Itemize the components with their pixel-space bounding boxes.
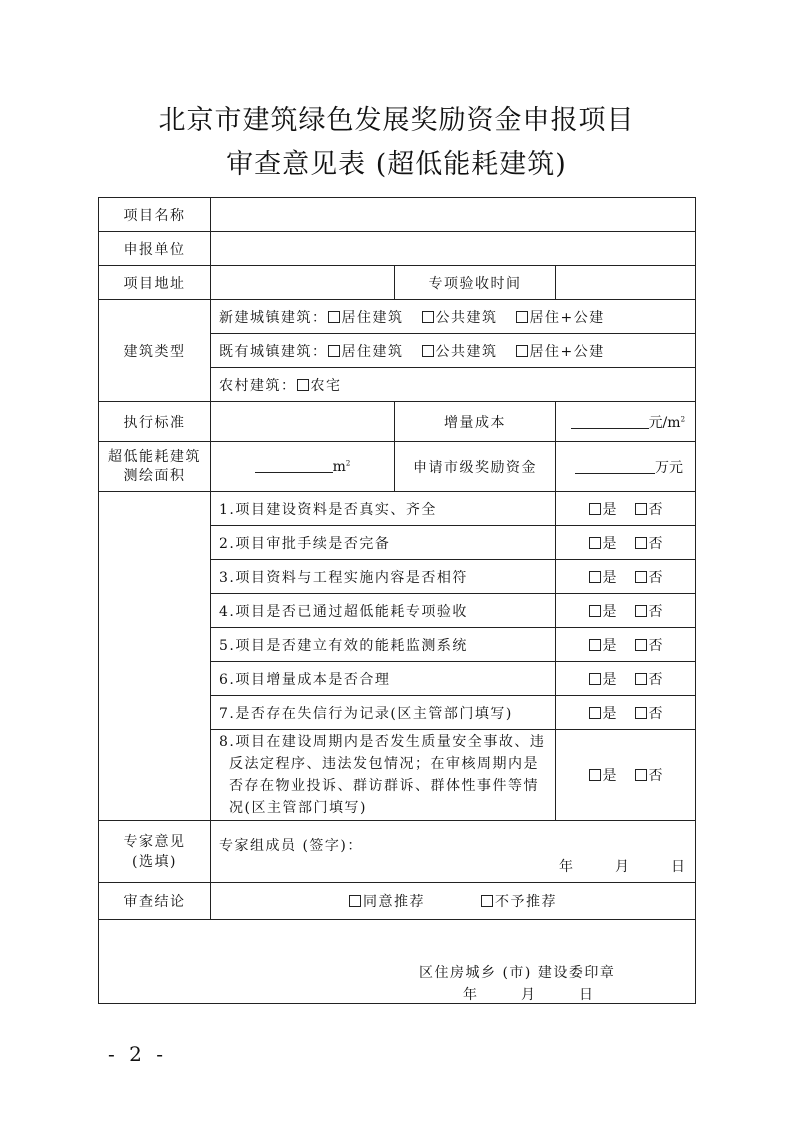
standard-label: 执行标准 xyxy=(99,402,211,442)
checkbox-icon[interactable] xyxy=(635,639,647,651)
acceptance-time-label: 专项验收时间 xyxy=(395,266,556,300)
yes-option[interactable]: 是 xyxy=(589,536,617,552)
seal-area xyxy=(99,920,696,1004)
checklist-answer-1 xyxy=(556,492,696,526)
area-unit: $m^2$ xyxy=(332,458,351,475)
checkbox-icon[interactable] xyxy=(589,639,601,651)
expert-date: 年 月 日 xyxy=(559,859,686,875)
checkbox-icon[interactable] xyxy=(589,605,601,617)
checkbox-icon[interactable] xyxy=(635,503,647,515)
address-field[interactable] xyxy=(211,266,395,300)
yes-option[interactable]: 是 xyxy=(589,768,617,784)
checkbox-icon[interactable] xyxy=(635,769,647,781)
building-type-label: 建筑类型 xyxy=(99,300,211,402)
fund-unit: 万元 xyxy=(655,459,684,476)
no-option[interactable]: 否 xyxy=(635,706,663,722)
checklist-answer-6 xyxy=(556,662,696,696)
checkbox-icon[interactable] xyxy=(589,571,601,583)
new-residential-option[interactable]: 居住建筑 xyxy=(328,310,404,326)
checklist-answer-5 xyxy=(556,628,696,662)
checkbox-icon[interactable] xyxy=(635,707,647,719)
no-option[interactable]: 否 xyxy=(635,768,663,784)
checklist-item-3: 3.项目资料与工程实施内容是否相符 xyxy=(211,560,556,594)
checklist-item-6: 6.项目增量成本是否合理 xyxy=(211,662,556,696)
checkbox-icon[interactable] xyxy=(516,345,528,357)
no-option[interactable]: 否 xyxy=(635,672,663,688)
checkbox-icon[interactable] xyxy=(635,537,647,549)
checkbox-icon[interactable] xyxy=(422,311,434,323)
agree-option[interactable]: 同意推荐 xyxy=(349,894,425,910)
existing-mixed-option[interactable]: 居住+公建 xyxy=(516,344,605,360)
new-public-option[interactable]: 公共建筑 xyxy=(422,310,498,326)
disagree-option[interactable]: 不予推荐 xyxy=(481,894,557,910)
no-option[interactable]: 否 xyxy=(635,604,663,620)
checklist-item-8 xyxy=(211,730,556,821)
checkbox-icon[interactable] xyxy=(422,345,434,357)
expert-opinion-field[interactable] xyxy=(211,821,696,883)
new-urban-label: 新建城镇建筑： xyxy=(219,309,328,326)
fund-underline[interactable] xyxy=(575,461,655,474)
checklist-item-2: 2.项目审批手续是否完备 xyxy=(211,526,556,560)
address-label: 项目地址 xyxy=(99,266,211,300)
page-number: - 2 - xyxy=(108,1042,167,1066)
fund-label: 申请市级奖励资金 xyxy=(395,442,556,492)
new-mixed-option[interactable]: 居住+公建 xyxy=(516,310,605,326)
checklist-item-8-rest: 反法定程序、违法发包情况；在审核周期内是否存在物业投诉、群访群诉、群体性事件等情况(区主管部门填写) xyxy=(229,756,539,816)
checkbox-icon[interactable] xyxy=(589,673,601,685)
checkbox-icon[interactable] xyxy=(297,379,309,391)
area-label: 超低能耗建筑测绘面积 xyxy=(99,442,211,492)
no-option[interactable]: 否 xyxy=(635,570,663,586)
yes-option[interactable]: 是 xyxy=(589,604,617,620)
existing-urban-label: 既有城镇建筑： xyxy=(219,343,328,360)
checkbox-icon[interactable] xyxy=(328,311,340,323)
yes-option[interactable]: 是 xyxy=(589,502,617,518)
checklist-item-8-first: 8.项目在建设周期内是否发生质量安全事故、违 xyxy=(219,734,546,750)
document-title-line2: 审查意见表 (超低能耗建筑) xyxy=(226,149,567,180)
checkbox-icon[interactable] xyxy=(635,673,647,685)
standard-field[interactable] xyxy=(211,402,395,442)
rural-house-option[interactable]: 农宅 xyxy=(297,378,342,394)
area-underline[interactable] xyxy=(255,460,333,473)
applicant-label: 申报单位 xyxy=(99,232,211,266)
yes-option[interactable]: 是 xyxy=(589,570,617,586)
checklist-answer-7 xyxy=(556,696,696,730)
checkbox-icon[interactable] xyxy=(589,537,601,549)
existing-residential-option[interactable]: 居住建筑 xyxy=(328,344,404,360)
checkbox-icon[interactable] xyxy=(635,605,647,617)
conclusion-label: 审查结论 xyxy=(99,883,211,920)
applicant-field[interactable] xyxy=(211,232,696,266)
checkbox-icon[interactable] xyxy=(589,707,601,719)
conclusion-options xyxy=(211,883,696,920)
project-name-field[interactable] xyxy=(211,198,696,232)
existing-urban-row xyxy=(211,334,696,368)
checkbox-icon[interactable] xyxy=(349,895,361,907)
no-option[interactable]: 否 xyxy=(635,536,663,552)
new-urban-row xyxy=(211,300,696,334)
checkbox-icon[interactable] xyxy=(589,769,601,781)
incremental-cost-label: 增量成本 xyxy=(395,402,556,442)
area-field[interactable] xyxy=(211,442,395,492)
cost-unit: 元$/m^2$ xyxy=(648,414,686,431)
yes-option[interactable]: 是 xyxy=(589,638,617,654)
checkbox-icon[interactable] xyxy=(635,571,647,583)
expert-sign-label: 专家组成员 (签字)： xyxy=(219,838,363,854)
checkbox-icon[interactable] xyxy=(516,311,528,323)
project-name-label: 项目名称 xyxy=(99,198,211,232)
rural-row xyxy=(211,368,696,402)
checklist-answer-8 xyxy=(556,730,696,821)
document-title-line1: 北京市建筑绿色发展奖励资金申报项目 xyxy=(158,105,635,136)
checklist-item-5: 5.项目是否建立有效的能耗监测系统 xyxy=(211,628,556,662)
checklist-answer-4 xyxy=(556,594,696,628)
seal-date: 年 月 日 xyxy=(463,987,593,1003)
checkbox-icon[interactable] xyxy=(328,345,340,357)
fund-field[interactable] xyxy=(556,442,696,492)
checklist-item-4: 4.项目是否已通过超低能耗专项验收 xyxy=(211,594,556,628)
checklist-label-cell xyxy=(99,492,211,821)
rural-label: 农村建筑： xyxy=(219,377,297,394)
acceptance-time-field[interactable] xyxy=(556,266,696,300)
checkbox-icon[interactable] xyxy=(481,895,493,907)
review-form-table xyxy=(98,197,696,1004)
no-option[interactable]: 否 xyxy=(635,502,663,518)
no-option[interactable]: 否 xyxy=(635,638,663,654)
incremental-cost-field[interactable] xyxy=(556,402,696,442)
expert-opinion-label: 专家意见 (选填) xyxy=(99,821,211,883)
cost-underline[interactable] xyxy=(571,416,649,429)
checkbox-icon[interactable] xyxy=(589,503,601,515)
seal-label: 区住房城乡 (市) 建设委印章 xyxy=(419,965,616,981)
checklist-answer-3 xyxy=(556,560,696,594)
checklist-item-1: 1.项目建设资料是否真实、齐全 xyxy=(211,492,556,526)
yes-option[interactable]: 是 xyxy=(589,706,617,722)
existing-public-option[interactable]: 公共建筑 xyxy=(422,344,498,360)
checklist-item-7: 7.是否存在失信行为记录(区主管部门填写) xyxy=(211,696,556,730)
yes-option[interactable]: 是 xyxy=(589,672,617,688)
checklist-answer-2 xyxy=(556,526,696,560)
